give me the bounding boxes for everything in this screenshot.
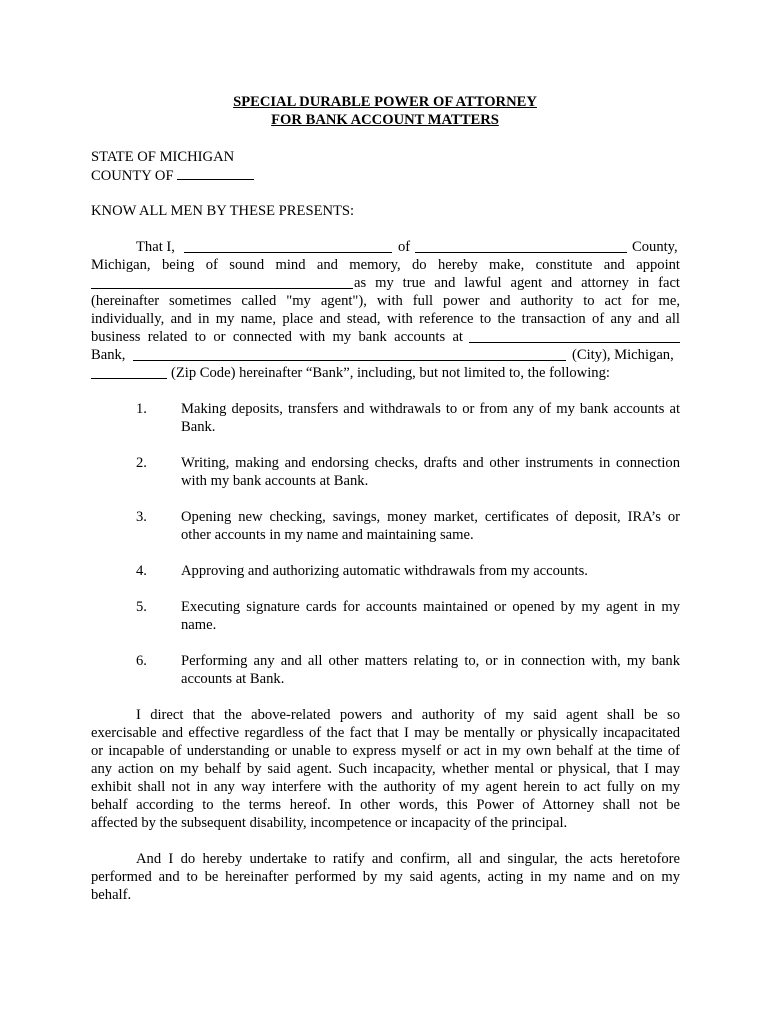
intro-line-4: (hereinafter sometimes called "my agent"), with full power and authority to act for me,: [91, 293, 680, 309]
county-word: County,: [632, 239, 678, 255]
item-number: 5.: [136, 599, 147, 615]
principal-address-blank: [415, 239, 627, 253]
paragraph-line: performed and to be hereinafter performed by my said agents, acting in my name and on my: [91, 869, 680, 885]
bank-label: Bank,: [91, 347, 126, 363]
item-text: with my bank accounts at Bank.: [181, 473, 369, 489]
paragraph-line: affected by the subsequent disability, incompetence or incapacity of the principal.: [91, 815, 568, 831]
paragraph-line: exercisable and effective regardless of the fact that I may be mentally or physically incapacitated: [91, 725, 680, 741]
bank-address-blank: [133, 347, 566, 361]
intro-line-6: business related to or connected with my bank accounts at: [91, 329, 463, 345]
know-all-heading: KNOW ALL MEN BY THESE PRESENTS:: [91, 203, 355, 219]
zip-code-text: (Zip Code) hereinafter “Bank”, including, but not limited to, the following:: [171, 365, 610, 381]
intro-line-2: Michigan, being of sound mind and memory, do hereby make, constitute and appoint: [91, 257, 680, 273]
item-number: 2.: [136, 455, 147, 471]
item-text: name.: [181, 617, 217, 633]
county-label: COUNTY OF: [91, 168, 174, 184]
item-text: Executing signature cards for accounts maintained or opened by my agent in my: [181, 599, 680, 615]
state-line: STATE OF MICHIGAN: [91, 149, 235, 165]
paragraph-line: exhibit shall not in any way interfere with the authority of my agent herein to act fully on my: [91, 779, 680, 795]
zip-code-blank: [91, 365, 167, 379]
paragraph-line: I direct that the above-related powers and authority of my said agent shall be so: [136, 707, 680, 723]
item-text: Performing any and all other matters relating to, or in connection with, my bank: [181, 653, 680, 669]
item-number: 6.: [136, 653, 147, 669]
of-label: of: [398, 239, 411, 255]
item-text: Approving and authorizing automatic withdrawals from my accounts.: [181, 563, 588, 579]
item-number: 1.: [136, 401, 147, 417]
that-i-label: That I,: [136, 239, 175, 255]
item-number: 3.: [136, 509, 147, 525]
intro-line-5: individually, and in my name, place and stead, with reference to the transaction of any and all: [91, 311, 680, 327]
agent-name-blank: [91, 275, 353, 289]
item-text: Making deposits, transfers and withdrawals to or from any of my bank accounts at: [181, 401, 680, 417]
item-number: 4.: [136, 563, 147, 579]
paragraph-line: behalf.: [91, 887, 132, 903]
bank-name-blank: [469, 329, 680, 343]
city-michigan-label: (City), Michigan,: [572, 347, 674, 363]
county-line: [91, 166, 254, 185]
county-blank: [177, 166, 254, 180]
document-title-line1: SPECIAL DURABLE POWER OF ATTORNEY: [233, 94, 537, 110]
paragraph-line: And I do hereby undertake to ratify and confirm, all and singular, the acts heretofore: [136, 851, 680, 867]
document-title-line2: FOR BANK ACCOUNT MATTERS: [271, 112, 499, 128]
item-text: other accounts in my name and maintaining same.: [181, 527, 474, 543]
paragraph-line: behalf according to the terms hereof. In other words, this Power of Attorney shall not be: [91, 797, 680, 813]
item-text: Writing, making and endorsing checks, drafts and other instruments in connection: [181, 455, 680, 471]
intro-line-3: as my true and lawful agent and attorney in fact: [354, 275, 680, 291]
item-text: accounts at Bank.: [181, 671, 285, 687]
paragraph-line: or incapable of understanding or unable to express myself or act in my own behalf at the time of: [91, 743, 680, 759]
principal-name-blank: [184, 239, 392, 253]
item-text: Bank.: [181, 419, 216, 435]
item-text: Opening new checking, savings, money market, certificates of deposit, IRA’s or: [181, 509, 680, 525]
paragraph-line: any action on my behalf by said agent. Such incapacity, whether mental or physical, that I may: [91, 761, 680, 777]
